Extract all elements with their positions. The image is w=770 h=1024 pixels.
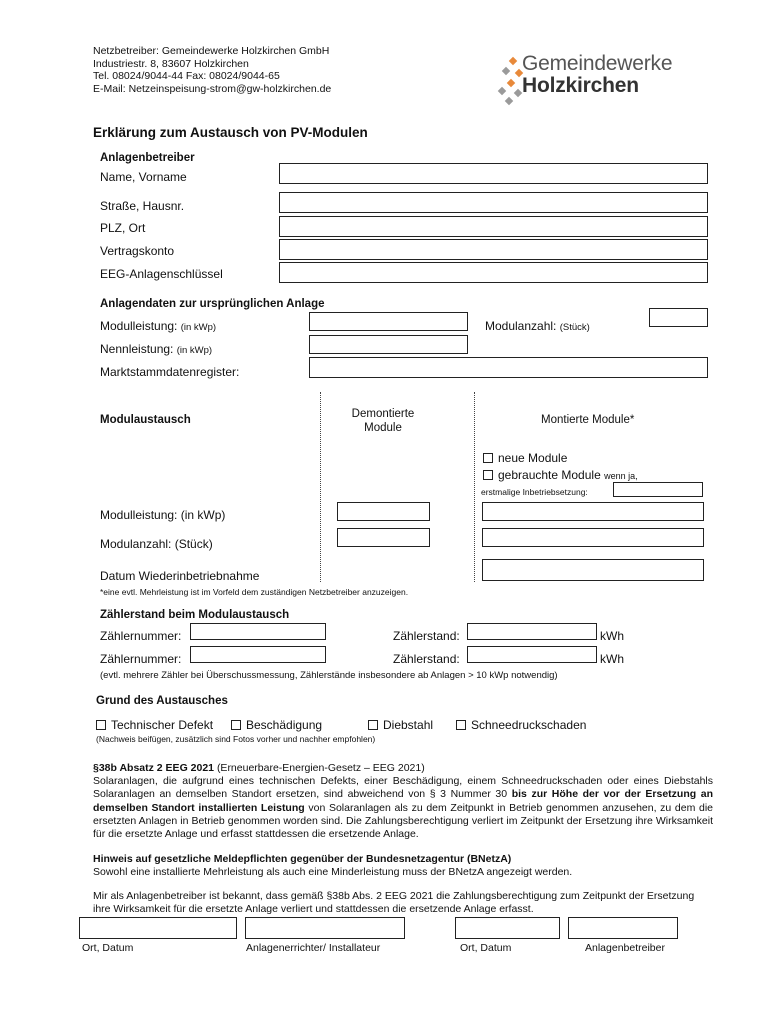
new-modules-option[interactable]	[483, 451, 567, 465]
sig-place-date-1: Ort, Datum	[82, 942, 134, 954]
used-modules-checkbox[interactable]	[483, 470, 493, 480]
meter-reading-label: Zählerstand:	[393, 629, 460, 643]
mounted-count-field[interactable]	[482, 528, 704, 547]
module-power-field[interactable]	[309, 312, 468, 331]
logo-text-top: Gemeindewerke	[522, 52, 673, 75]
module-count-label	[485, 319, 590, 333]
legal-heading	[93, 762, 425, 774]
removed-header-line2: Module	[364, 422, 402, 434]
theft-label: Diebstahl	[383, 718, 434, 732]
removed-count-field[interactable]	[337, 528, 430, 547]
legal-p1-bold: bis zur Höhe der vor der Ersetzung an demselben Standort installierten Leistung	[93, 788, 714, 814]
nominal-text: Nennleistung:	[100, 342, 174, 356]
reason-option-theft[interactable]	[368, 718, 433, 732]
column-divider	[320, 392, 321, 582]
damage-checkbox[interactable]	[231, 720, 241, 730]
defect-checkbox[interactable]	[96, 720, 106, 730]
module-count-text: Modulanzahl:	[485, 319, 557, 333]
module-power-label	[100, 319, 216, 333]
account-field[interactable]	[279, 239, 708, 260]
removed-power-field[interactable]	[337, 502, 430, 521]
nominal-unit: (in kWp)	[176, 345, 213, 356]
damage-label: Beschädigung	[246, 718, 323, 732]
acknowledgement: Mir als Anlagenbetreiber ist bekannt, dass gemäß §38b Abs. 2 EEG 2021 die Zahlungsberechtigung zum Zeitpunkt der Ersetzung ihre Wirksamkeit für die ersetzte Anlage verliert und stattdessen die ersetzende Anlage erfasst.	[93, 890, 695, 916]
meter-number-label: Zählernummer:	[100, 652, 182, 666]
used-if-label: wenn ja,	[604, 471, 638, 481]
module-power-text: Modulleistung:	[100, 319, 178, 333]
legal-paragraph	[93, 775, 713, 841]
new-modules-checkbox[interactable]	[483, 453, 493, 463]
meter-note: (evtl. mehrere Zähler bei Überschussmessung, Zählerstände insbesondere ab Anlagen > 10 kWp notwendig)	[100, 670, 558, 681]
register-field[interactable]	[309, 357, 708, 378]
name-field[interactable]	[279, 163, 708, 184]
new-modules-label: neue Module	[498, 451, 568, 465]
exchange-count-label: Modulanzahl: (Stück)	[100, 537, 213, 551]
eeg-key-field[interactable]	[279, 262, 708, 283]
hint-text: Sowohl eine installierte Mehrleistung als auch eine Minderleistung muss der BNetzA angezeigt werden.	[93, 866, 573, 878]
reason-note: (Nachweis beifügen, zusätzlich sind Fotos vorher und nachher empfohlen)	[96, 734, 376, 744]
sig-operator: Anlagenbetreiber	[585, 942, 665, 954]
removed-header-line1: Demontierte	[351, 408, 415, 420]
operator-signature-field[interactable]	[568, 917, 678, 939]
column-divider	[474, 392, 475, 582]
original-heading: Anlagendaten zur ursprünglichen Anlage	[100, 298, 325, 310]
installer-signature-field[interactable]	[245, 917, 405, 939]
meter-number-label: Zählernummer:	[100, 629, 182, 643]
nominal-field[interactable]	[309, 335, 468, 354]
logo-text-bottom: Holzkirchen	[522, 74, 639, 97]
name-label: Name, Vorname	[100, 170, 187, 184]
meter-reading-field-2[interactable]	[467, 646, 597, 663]
mounted-column-header: Montierte Module*	[541, 414, 635, 426]
exchange-footnote: *eine evtl. Mehrleistung ist im Vorfeld dem zuständigen Netzbetreiber anzuzeigen.	[100, 587, 409, 597]
street-label: Straße, Hausnr.	[100, 199, 185, 213]
used-modules-option[interactable]	[483, 468, 638, 482]
module-power-unit: (in kWp)	[180, 322, 217, 333]
recommission-label: Datum Wiederinbetriebnahme	[100, 569, 260, 583]
exchange-heading: Modulaustausch	[100, 414, 191, 426]
meter-reading-field-1[interactable]	[467, 623, 597, 640]
mounted-power-field[interactable]	[482, 502, 704, 521]
first-commissioning-label: erstmalige Inbetriebsetzung:	[481, 487, 588, 497]
address-line: Tel. 08024/9044-44 Fax: 08024/9044-65	[93, 70, 280, 82]
address-block	[93, 45, 331, 95]
sig-installer: Anlagenerrichter/ Installateur	[246, 942, 381, 954]
address-line: Netzbetreiber: Gemeindewerke Holzkirchen GmbH	[93, 45, 330, 57]
page-title: Erklärung zum Austausch von PV-Modulen	[93, 125, 368, 140]
defect-label: Technischer Defekt	[111, 718, 214, 732]
sig-place-date-2: Ort, Datum	[460, 942, 512, 954]
first-commissioning-field[interactable]	[613, 482, 703, 497]
legal-heading-bold: §38b Absatz 2 EEG 2021	[93, 762, 215, 774]
signature-place-date-field-1[interactable]	[79, 917, 237, 939]
removed-column-header	[340, 407, 426, 435]
signature-place-date-field-2[interactable]	[455, 917, 560, 939]
reason-option-damage[interactable]	[231, 718, 322, 732]
account-label: Vertragskonto	[100, 244, 175, 258]
meter-heading: Zählerstand beim Modulaustausch	[100, 609, 290, 621]
address-line: Industriestr. 8, 83607 Holzkirchen	[93, 57, 249, 70]
nominal-label	[100, 342, 212, 356]
city-field[interactable]	[279, 216, 708, 237]
legal-heading-rest: (Erneuerbare-Energien-Gesetz – EEG 2021)	[216, 762, 425, 774]
city-label: PLZ, Ort	[100, 221, 146, 235]
register-label: Marktstammdatenregister:	[100, 365, 240, 379]
street-field[interactable]	[279, 192, 708, 213]
module-count-field[interactable]	[649, 308, 708, 327]
meter-reading-label: Zählerstand:	[393, 652, 460, 666]
used-modules-label: gebrauchte Module	[498, 468, 601, 482]
meter-number-field-2[interactable]	[190, 646, 326, 663]
exchange-power-label: Modulleistung: (in kWp)	[100, 508, 226, 522]
theft-checkbox[interactable]	[368, 720, 378, 730]
legal-p1-end: von Solaranlagen als zu dem Zeitpunkt in Betrieb genommen anzusehen, zu dem die ersetzten Anlagen in Betrieb genommen worden sind. Die Zahlungsberechtigung verliert im Zeitpunkt der Ersetzung ihre Wirksamkeit für die ersetzte Anlage und erfasst stattdessen die ersetzende Anlage.	[93, 801, 714, 841]
meter-unit: kWh	[600, 652, 624, 666]
meter-unit: kWh	[600, 629, 624, 643]
reason-heading: Grund des Austausches	[96, 695, 228, 707]
company-logo	[497, 52, 697, 112]
operator-heading: Anlagenbetreiber	[100, 152, 195, 164]
meter-number-field-1[interactable]	[190, 623, 326, 640]
snow-checkbox[interactable]	[456, 720, 466, 730]
eeg-key-label: EEG-Anlagenschlüssel	[100, 267, 223, 281]
recommission-field[interactable]	[482, 559, 704, 581]
legal-p1: Solaranlagen, die aufgrund eines technischen Defekts, einer Beschädigung, einem Schneedruckschaden oder eines Diebstahls Solaranlagen an demselben Standort ersetzen, sind abweichend von § 3 Nummer 30	[93, 775, 713, 801]
reason-option-snow[interactable]	[456, 718, 586, 732]
address-line: E-Mail: Netzeinspeisung-strom@gw-holzkirchen.de	[93, 82, 332, 95]
module-count-unit: (Stück)	[559, 322, 590, 333]
reason-option-defect[interactable]	[96, 718, 213, 732]
snow-label: Schneedruckschaden	[471, 718, 587, 732]
hint-heading: Hinweis auf gesetzliche Meldepflichten gegenüber der Bundesnetzagentur (BNetzA)	[93, 853, 512, 865]
